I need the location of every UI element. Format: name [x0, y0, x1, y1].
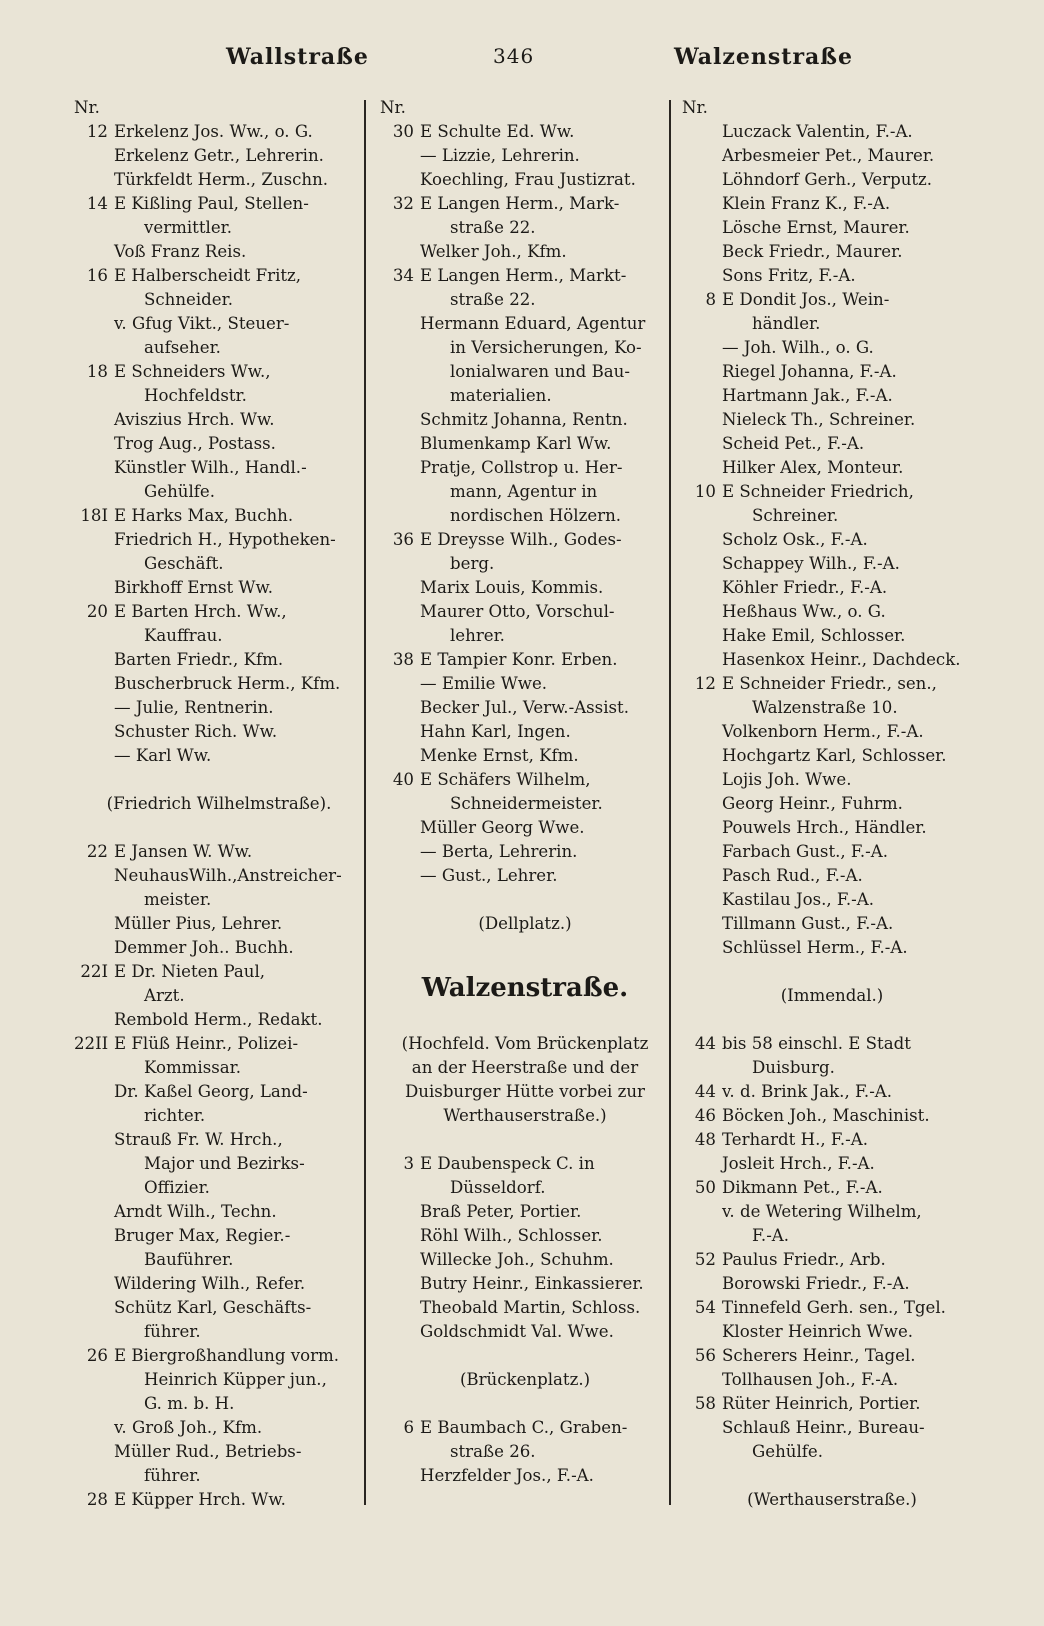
- house-entry: [380, 1152, 670, 1176]
- house-entry: [74, 504, 364, 528]
- resident-text: E Barten Hrch. Ww.,: [114, 602, 287, 621]
- page-number: 346: [493, 44, 535, 68]
- house-entry: [682, 1080, 982, 1104]
- resident-line: NeuhausWilh.,Anstreicher-: [114, 866, 342, 885]
- house-entry: [682, 1392, 982, 1416]
- resident-line: — Berta, Lehrerin.: [420, 842, 578, 861]
- resident-line: Marix Louis, Kommis.: [420, 578, 604, 597]
- house-entry: [380, 120, 670, 144]
- cross-street-note: (Hochfeld. Vom Brückenplatz: [401, 1034, 649, 1053]
- resident-line: lehrer.: [450, 626, 505, 645]
- house-number: 48: [694, 1130, 716, 1149]
- house-number: 50: [694, 1178, 716, 1197]
- house-entry: [74, 1344, 364, 1368]
- resident-line: vermittler.: [144, 218, 233, 237]
- house-number: 12: [86, 122, 108, 141]
- resident-line: Theobald Martin, Schloss.: [420, 1298, 641, 1317]
- resident-line: Walzenstraße 10.: [752, 698, 898, 717]
- resident-text: Paulus Friedr., Arb.: [722, 1250, 886, 1269]
- resident-line: Sons Fritz, F.-A.: [722, 266, 856, 285]
- cross-street-note: (Brückenplatz.): [459, 1370, 591, 1389]
- house-entry: [380, 528, 670, 552]
- house-entry: [74, 840, 364, 864]
- resident-line: Borowski Friedr., F.-A.: [722, 1274, 910, 1293]
- resident-line: Schneidermeister.: [450, 794, 603, 813]
- resident-line: G. m. b. H.: [144, 1394, 235, 1413]
- house-number: 20: [86, 602, 108, 621]
- resident-line: Müller Pius, Lehrer.: [114, 914, 283, 933]
- resident-line: Löhndorf Gerh., Verputz.: [722, 170, 933, 189]
- house-entry: [74, 192, 364, 216]
- resident-line: Farbach Gust., F.-A.: [722, 842, 889, 861]
- resident-line: nordischen Hölzern.: [450, 506, 622, 525]
- resident-line: Buscherbruck Herm., Kfm.: [114, 674, 341, 693]
- house-entry: [380, 1416, 670, 1440]
- resident-text: E Küpper Hrch. Ww.: [114, 1490, 286, 1509]
- resident-line: Pratje, Collstrop u. Her-: [420, 458, 623, 477]
- resident-line: Welker Joh., Kfm.: [420, 242, 567, 261]
- resident-line: mann, Agentur in: [450, 482, 598, 501]
- resident-line: Volkenborn Herm., F.-A.: [722, 722, 924, 741]
- resident-line: — Lizzie, Lehrerin.: [420, 146, 580, 165]
- cross-street-note: (Friedrich Wilhelmstraße).: [106, 794, 332, 813]
- resident-line: — Julie, Rentnerin.: [114, 698, 274, 717]
- resident-text: E Dondit Jos., Wein-: [722, 290, 890, 309]
- house-entry: [380, 192, 670, 216]
- resident-line: Beck Friedr., Maurer.: [722, 242, 903, 261]
- resident-line: Voß Franz Reis.: [114, 242, 247, 261]
- spacer: [682, 1464, 982, 1488]
- resident-line: meister.: [144, 890, 212, 909]
- resident-text: bis 58 einschl. E Stadt: [722, 1034, 911, 1053]
- house-number: 32: [392, 194, 414, 213]
- resident-line: Gehülfe.: [144, 482, 215, 501]
- resident-line: Wildering Wilh., Refer.: [114, 1274, 306, 1293]
- resident-line: Hahn Karl, Ingen.: [420, 722, 571, 741]
- house-number: 34: [392, 266, 414, 285]
- section-title: Walzenstraße.: [421, 973, 629, 1003]
- spacer: [380, 1392, 670, 1416]
- resident-line: Heinrich Küpper jun.,: [144, 1370, 327, 1389]
- resident-line: Josleit Hrch., F.-A.: [722, 1154, 875, 1173]
- resident-line: — Joh. Wilh., o. G.: [722, 338, 874, 357]
- resident-line: Arzt.: [144, 986, 185, 1005]
- resident-line: v. Groß Joh., Kfm.: [114, 1418, 263, 1437]
- resident-line: Goldschmidt Val. Wwe.: [420, 1322, 614, 1341]
- house-number: 44: [694, 1034, 716, 1053]
- resident-line: richter.: [144, 1106, 206, 1125]
- house-entry: [380, 264, 670, 288]
- resident-line: Tollhausen Joh., F.-A.: [722, 1370, 899, 1389]
- resident-line: Tillmann Gust., F.-A.: [722, 914, 894, 933]
- resident-line: Duisburg.: [752, 1058, 835, 1077]
- resident-line: aufseher.: [144, 338, 221, 357]
- resident-line: in Versicherungen, Ko-: [450, 338, 642, 357]
- spacer: [74, 768, 364, 792]
- resident-line: Kloster Heinrich Wwe.: [722, 1322, 914, 1341]
- resident-line: Blumenkamp Karl Ww.: [420, 434, 612, 453]
- resident-line: — Emilie Wwe.: [420, 674, 548, 693]
- house-number: 58: [694, 1394, 716, 1413]
- spacer: [380, 1008, 670, 1032]
- resident-line: Hermann Eduard, Agentur: [420, 314, 646, 333]
- resident-line: Herzfelder Jos., F.-A.: [420, 1466, 594, 1485]
- header-street-right: Walzenstraße: [674, 44, 853, 70]
- resident-text: E Schneider Friedrich,: [722, 482, 914, 501]
- resident-line: Schneider.: [144, 290, 233, 309]
- resident-line: Schlüssel Herm., F.-A.: [722, 938, 908, 957]
- resident-line: straße 26.: [450, 1442, 536, 1461]
- column-2: [380, 96, 670, 1488]
- resident-line: Künstler Wilh., Handl.-: [114, 458, 307, 477]
- resident-line: Luczack Valentin, F.-A.: [722, 122, 913, 141]
- spacer: [380, 1128, 670, 1152]
- resident-line: Menke Ernst, Kfm.: [420, 746, 579, 765]
- resident-line: materialien.: [450, 386, 552, 405]
- house-number: 52: [694, 1250, 716, 1269]
- house-entry: [682, 1104, 982, 1128]
- resident-text: Terhardt H., F.-A.: [722, 1130, 868, 1149]
- spacer: [380, 1344, 670, 1368]
- resident-line: Hartmann Jak., F.-A.: [722, 386, 893, 405]
- resident-line: Scholz Osk., F.-A.: [722, 530, 868, 549]
- resident-line: Schlauß Heinr., Bureau-: [722, 1418, 925, 1437]
- resident-text: E Schäfers Wilhelm,: [420, 770, 591, 789]
- house-entry: [682, 480, 982, 504]
- spacer: [380, 888, 670, 912]
- resident-text: E Baumbach C., Graben-: [420, 1418, 628, 1437]
- resident-line: Hochfeldstr.: [144, 386, 247, 405]
- resident-line: Demmer Joh.. Buchh.: [114, 938, 294, 957]
- resident-text: Scherers Heinr., Tagel.: [722, 1346, 916, 1365]
- resident-line: Pouwels Hrch., Händler.: [722, 818, 927, 837]
- resident-text: E Flüß Heinr., Polizei-: [114, 1034, 299, 1053]
- column-1: [74, 96, 364, 1512]
- resident-text: E Dr. Nieten Paul,: [114, 962, 266, 981]
- resident-line: Kauffrau.: [144, 626, 223, 645]
- resident-line: führer.: [144, 1466, 201, 1485]
- resident-line: führer.: [144, 1322, 201, 1341]
- house-number: 36: [392, 530, 414, 549]
- house-number: 30: [392, 122, 414, 141]
- resident-line: Lösche Ernst, Maurer.: [722, 218, 910, 237]
- resident-line: Rembold Herm., Redakt.: [114, 1010, 323, 1029]
- resident-line: Koechling, Frau Justizrat.: [420, 170, 636, 189]
- resident-line: händler.: [752, 314, 821, 333]
- resident-line: Müller Georg Wwe.: [420, 818, 585, 837]
- house-number: 22: [86, 842, 108, 861]
- house-entry: [682, 1176, 982, 1200]
- resident-line: straße 22.: [450, 290, 536, 309]
- resident-line: Hilker Alex, Monteur.: [722, 458, 904, 477]
- column-divider: [364, 100, 366, 1505]
- resident-line: Kommissar.: [144, 1058, 242, 1077]
- resident-line: — Karl Ww.: [114, 746, 212, 765]
- resident-line: Hochgartz Karl, Schlosser.: [722, 746, 947, 765]
- resident-text: E Langen Herm., Mark-: [420, 194, 620, 213]
- resident-line: v. de Wetering Wilhelm,: [722, 1202, 922, 1221]
- house-entry: [682, 1128, 982, 1152]
- spacer: [682, 1008, 982, 1032]
- house-entry: [682, 1248, 982, 1272]
- house-number: 44: [694, 1082, 716, 1101]
- resident-text: Böcken Joh., Maschinist.: [722, 1106, 930, 1125]
- resident-line: Schuster Rich. Ww.: [114, 722, 278, 741]
- resident-line: Arbesmeier Pet., Maurer.: [722, 146, 935, 165]
- column-heading-nr: Nr.: [74, 98, 100, 117]
- resident-text: E Biergroßhandlung vorm.: [114, 1346, 340, 1365]
- resident-line: Heßhaus Ww., o. G.: [722, 602, 886, 621]
- resident-line: Butry Heinr., Einkassierer.: [420, 1274, 644, 1293]
- house-number: 18: [86, 362, 108, 381]
- house-entry: [380, 768, 670, 792]
- resident-line: Röhl Wilh., Schlosser.: [420, 1226, 603, 1245]
- spacer: [380, 936, 670, 960]
- house-number: 8: [705, 290, 716, 309]
- house-number: 6: [403, 1418, 414, 1437]
- resident-text: E Tampier Konr. Erben.: [420, 650, 618, 669]
- house-entry: [74, 960, 364, 984]
- house-number: 14: [86, 194, 108, 213]
- resident-line: Strauß Fr. W. Hrch.,: [114, 1130, 283, 1149]
- house-entry: [74, 1032, 364, 1056]
- resident-line: Maurer Otto, Vorschul-: [420, 602, 615, 621]
- cross-street-note: Duisburger Hütte vorbei zur: [405, 1082, 645, 1101]
- column-heading-nr: Nr.: [380, 98, 406, 117]
- resident-text: v. d. Brink Jak., F.-A.: [722, 1082, 893, 1101]
- resident-line: Bruger Max, Regier.-: [114, 1226, 291, 1245]
- resident-text: Rüter Heinrich, Portier.: [722, 1394, 921, 1413]
- resident-line: Braß Peter, Portier.: [420, 1202, 582, 1221]
- resident-line: berg.: [450, 554, 495, 573]
- cross-street-note: (Werthauserstraße.): [747, 1490, 917, 1509]
- resident-text: Erkelenz Jos. Ww., o. G.: [114, 122, 313, 141]
- resident-line: Nieleck Th., Schreiner.: [722, 410, 916, 429]
- resident-line: Schmitz Johanna, Rentn.: [420, 410, 628, 429]
- house-number: 28: [86, 1490, 108, 1509]
- resident-line: Arndt Wilh., Techn.: [114, 1202, 277, 1221]
- resident-line: Barten Friedr., Kfm.: [114, 650, 284, 669]
- house-entry: [74, 1488, 364, 1512]
- cross-street-note: (Immendal.): [780, 986, 884, 1005]
- house-number: 12: [694, 674, 716, 693]
- house-number: 18I: [80, 506, 108, 525]
- spacer: [74, 816, 364, 840]
- resident-line: Gehülfe.: [752, 1442, 823, 1461]
- resident-line: Trog Aug., Postass.: [114, 434, 276, 453]
- resident-line: Riegel Johanna, F.-A.: [722, 362, 897, 381]
- house-number: 22I: [80, 962, 108, 981]
- resident-line: Scheid Pet., F.-A.: [722, 434, 865, 453]
- resident-line: Türkfeldt Herm., Zuschn.: [114, 170, 329, 189]
- house-number: 56: [694, 1346, 716, 1365]
- cross-street-note: (Dellplatz.): [478, 914, 572, 933]
- house-entry: [682, 1344, 982, 1368]
- house-number: 38: [392, 650, 414, 669]
- resident-line: Erkelenz Getr., Lehrerin.: [114, 146, 324, 165]
- house-entry: [682, 672, 982, 696]
- house-number: 10: [694, 482, 716, 501]
- house-entry: [74, 360, 364, 384]
- resident-line: Schreiner.: [752, 506, 839, 525]
- resident-line: Geschäft.: [144, 554, 224, 573]
- house-number: 26: [86, 1346, 108, 1365]
- house-number: 3: [403, 1154, 414, 1173]
- house-number: 22II: [74, 1034, 109, 1053]
- resident-text: E Schneider Friedr., sen.,: [722, 674, 937, 693]
- resident-text: E Jansen W. Ww.: [114, 842, 253, 861]
- resident-line: Müller Rud., Betriebs-: [114, 1442, 302, 1461]
- house-number: 16: [86, 266, 108, 285]
- resident-text: E Daubenspeck C. in: [420, 1154, 595, 1173]
- resident-text: E Schulte Ed. Ww.: [420, 122, 575, 141]
- resident-line: Hake Emil, Schlosser.: [722, 626, 906, 645]
- resident-line: Birkhoff Ernst Ww.: [114, 578, 273, 597]
- resident-line: straße 22.: [450, 218, 536, 237]
- resident-line: Offizier.: [144, 1178, 210, 1197]
- resident-line: Bauführer.: [144, 1250, 234, 1269]
- resident-line: lonialwaren und Bau-: [450, 362, 630, 381]
- spacer: [682, 960, 982, 984]
- resident-line: Hasenkox Heinr., Dachdeck.: [722, 650, 961, 669]
- resident-text: Tinnefeld Gerh. sen., Tgel.: [722, 1298, 946, 1317]
- house-entry: [74, 600, 364, 624]
- resident-line: Willecke Joh., Schuhm.: [420, 1250, 614, 1269]
- resident-line: Düsseldorf.: [450, 1178, 546, 1197]
- header-street-left: Wallstraße: [226, 44, 369, 70]
- resident-line: Lojis Joh. Wwe.: [722, 770, 852, 789]
- house-entry: [682, 1032, 982, 1056]
- resident-line: Pasch Rud., F.-A.: [722, 866, 863, 885]
- resident-line: Schütz Karl, Geschäfts-: [114, 1298, 312, 1317]
- resident-text: E Halberscheidt Fritz,: [114, 266, 302, 285]
- house-entry: [74, 264, 364, 288]
- column-3: [682, 96, 982, 1512]
- house-entry: [380, 648, 670, 672]
- resident-text: E Dreysse Wilh., Godes-: [420, 530, 622, 549]
- house-number: 46: [694, 1106, 716, 1125]
- resident-text: Dikmann Pet., F.-A.: [722, 1178, 883, 1197]
- house-number: 54: [694, 1298, 716, 1317]
- resident-line: Aviszius Hrch. Ww.: [114, 410, 275, 429]
- resident-text: E Schneiders Ww.,: [114, 362, 271, 381]
- house-entry: [74, 120, 364, 144]
- cross-street-note: an der Heerstraße und der: [411, 1058, 639, 1077]
- column-heading-nr: Nr.: [682, 98, 708, 117]
- resident-line: Kastilau Jos., F.-A.: [722, 890, 874, 909]
- house-entry: [682, 288, 982, 312]
- house-entry: [682, 1296, 982, 1320]
- resident-line: Klein Franz K., F.-A.: [722, 194, 891, 213]
- resident-text: E Harks Max, Buchh.: [114, 506, 294, 525]
- resident-line: Becker Jul., Verw.-Assist.: [420, 698, 629, 717]
- house-number: 40: [392, 770, 414, 789]
- resident-line: v. Gfug Vikt., Steuer-: [114, 314, 290, 333]
- resident-line: F.-A.: [752, 1226, 790, 1245]
- resident-line: Major und Bezirks-: [144, 1154, 305, 1173]
- resident-line: Köhler Friedr., F.-A.: [722, 578, 888, 597]
- cross-street-note: Werthauserstraße.): [443, 1106, 607, 1125]
- resident-line: Schappey Wilh., F.-A.: [722, 554, 900, 573]
- resident-line: Dr. Kaßel Georg, Land-: [114, 1082, 308, 1101]
- resident-text: E Kißling Paul, Stellen-: [114, 194, 309, 213]
- resident-line: Friedrich H., Hypotheken-: [114, 530, 336, 549]
- resident-line: Georg Heinr., Fuhrm.: [722, 794, 903, 813]
- resident-text: E Langen Herm., Markt-: [420, 266, 627, 285]
- resident-line: — Gust., Lehrer.: [420, 866, 558, 885]
